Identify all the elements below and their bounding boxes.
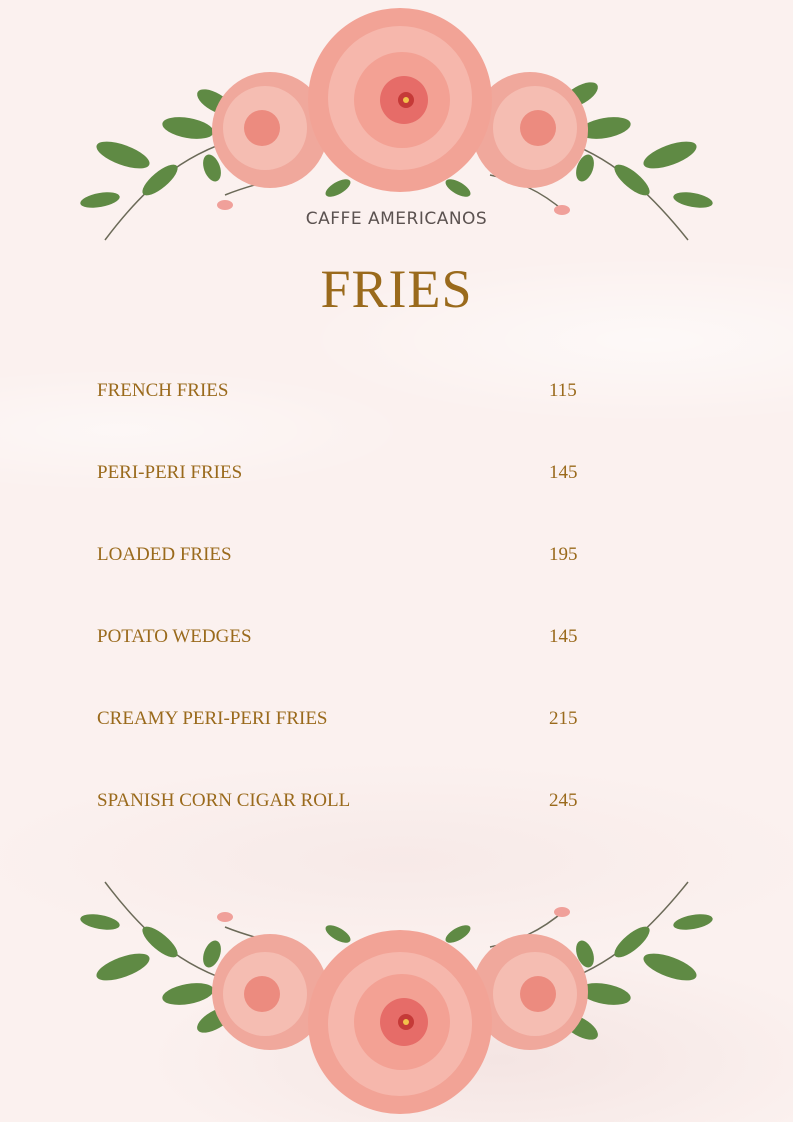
item-name: POTATO WEDGES [97,626,252,647]
item-price: 245 [549,790,578,811]
item-name: LOADED FRIES [97,544,232,565]
menu-item [97,380,637,462]
menu-item [97,544,637,626]
item-name: PERI-PERI FRIES [97,462,243,483]
menu-item [97,462,637,544]
item-price: 145 [549,462,578,483]
item-price: 215 [549,708,578,729]
item-name: FRENCH FRIES [97,380,229,401]
item-name: SPANISH CORN CIGAR ROLL [97,790,351,811]
bottom-rose-bouquet-icon [0,872,793,1122]
item-price: 195 [549,544,578,565]
menu-item [97,708,637,790]
item-name: CREAMY PERI-PERI FRIES [97,708,328,729]
menu-item [97,790,637,872]
menu-item [97,626,637,708]
page-title: FRIES [320,259,473,319]
menu-list [97,380,637,872]
item-price: 115 [549,380,577,401]
brand-name: CAFFE AMERICANOS [305,209,488,229]
item-price: 145 [549,626,578,647]
